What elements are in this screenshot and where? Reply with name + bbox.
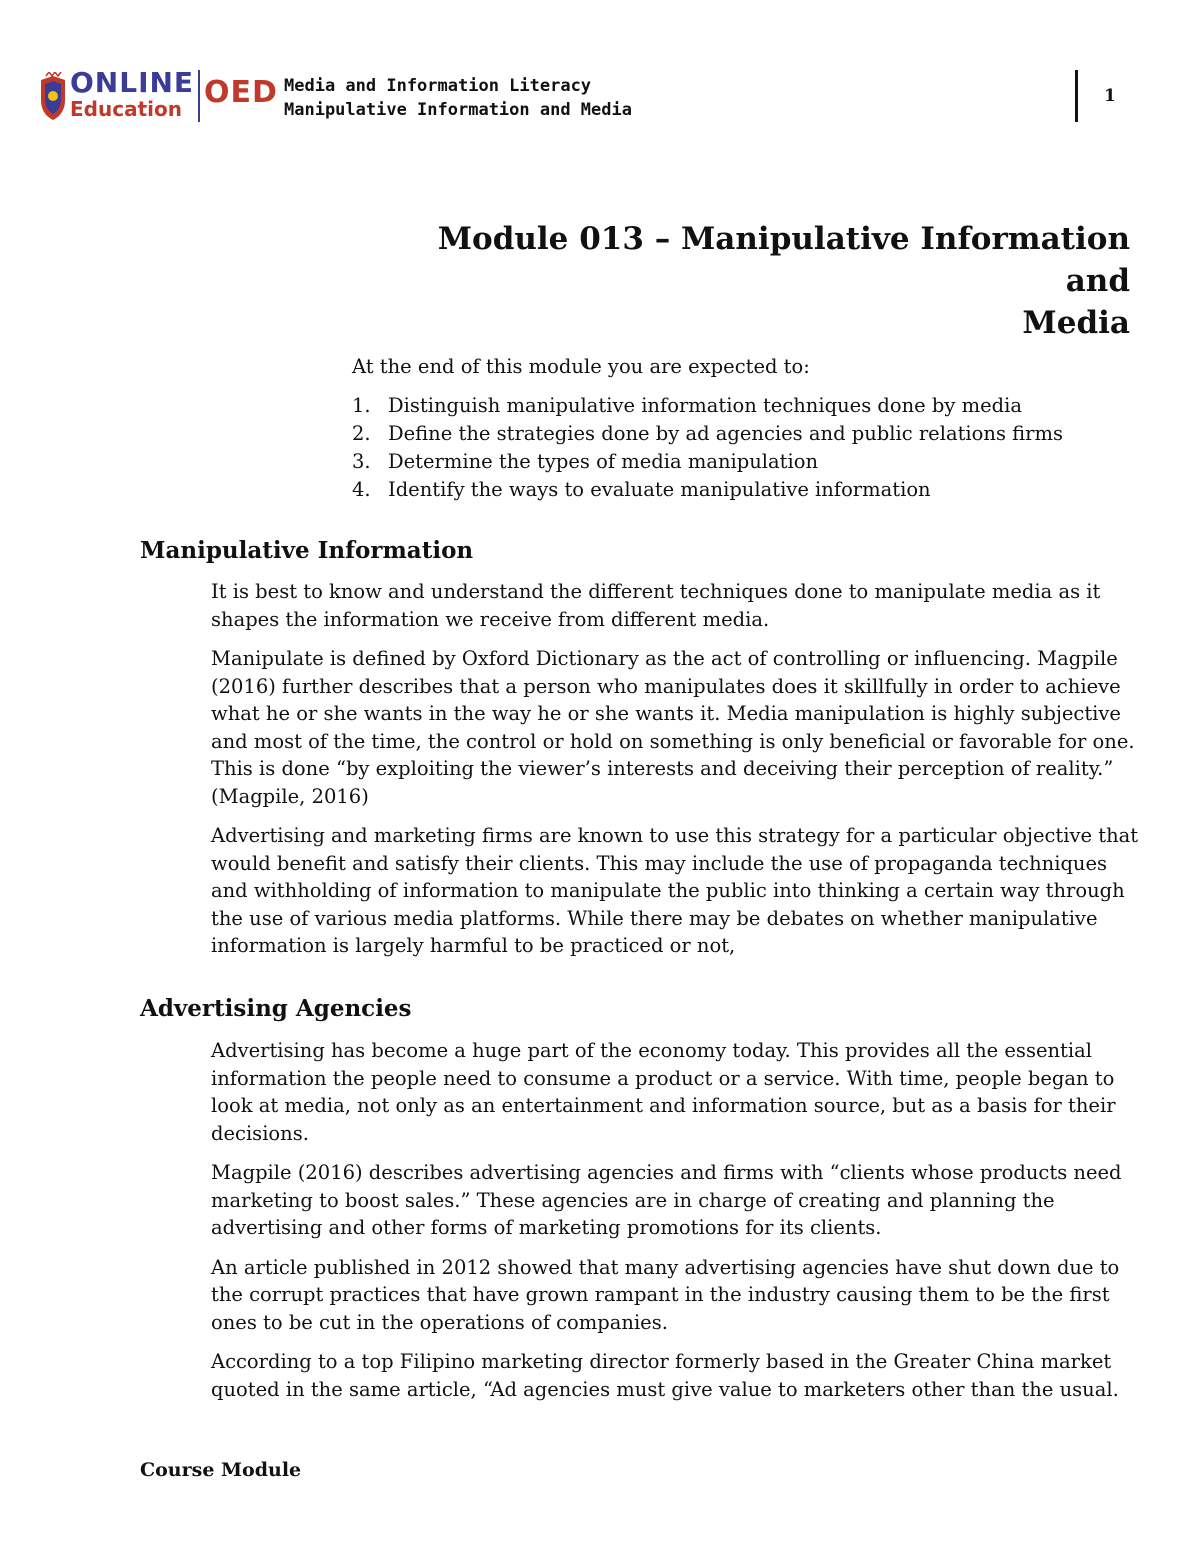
- footer-course-module: Course Module: [140, 1459, 302, 1481]
- header-titles: [284, 74, 632, 122]
- header-divider: [1075, 70, 1078, 122]
- paragraph: According to a top Filipino marketing director formerly based in the Greater China market quoted in the same article, “Ad agencies must give value to marketers other than the usual.: [211, 1350, 1119, 1401]
- module-subtitle: Manipulative Information and Media: [284, 100, 632, 120]
- shield-icon: [38, 72, 68, 122]
- objective-item: 4. Identify the ways to evaluate manipulative information: [352, 478, 931, 501]
- paragraph: Manipulate is defined by Oxford Dictionary as the act of controlling or influencing. Magpile (2016) further describes that a person who manipulates does it skillfully in order to achieve what he or she wants in the way he or she wants it. Media manipulation is highly subjective and most of the time, the control or hold on something is only beneficial or favorable for one. This is done “by exploiting the viewer’s interests and deceiving their perception of reality.” (Magpile, 2016): [211, 647, 1135, 808]
- paragraph: Advertising and marketing firms are known to use this strategy for a particular objective that would benefit and satisfy their clients. This may include the use of propaganda techniques and withholding of information to manipulate the public into thinking a certain way through the use of various media platforms. While there may be debates on whether manipulative information is largely harmful to be practiced or not,: [211, 824, 1139, 957]
- objective-item: 3. Determine the types of media manipulation: [352, 450, 819, 473]
- online-education-logo: [36, 66, 278, 128]
- section-body-advertising-agencies: [211, 1037, 1143, 1415]
- logo-oed-text: OED: [204, 75, 278, 110]
- module-title: [370, 218, 1130, 344]
- page-number: 1: [1104, 86, 1116, 106]
- section-heading-manipulative-information: Manipulative Information: [140, 537, 474, 564]
- page-header: [36, 66, 1136, 130]
- logo-online-text: ONLINE: [70, 66, 195, 99]
- paragraph: Magpile (2016) describes advertising agencies and firms with “clients whose products need marketing to boost sales.” These agencies are in charge of creating and planning the advertising and other forms of marketing promotions for its clients.: [211, 1161, 1122, 1239]
- module-title-line-1: Module 013 – Manipulative Information and: [437, 221, 1130, 299]
- course-title: Media and Information Literacy: [284, 76, 592, 96]
- paragraph: It is best to know and understand the different techniques done to manipulate media as it shapes the information we receive from different media.: [211, 580, 1101, 631]
- section-heading-advertising-agencies: Advertising Agencies: [140, 995, 412, 1022]
- paragraph: An article published in 2012 showed that many advertising agencies have shut down due to the corrupt practices that have grown rampant in the industry causing them to be the first ones to be cut in the operations of companies.: [211, 1255, 1120, 1334]
- learning-objectives: [352, 352, 1142, 504]
- objectives-list: [352, 392, 1142, 504]
- logo-education-text: Education: [70, 97, 182, 121]
- paragraph: Advertising has become a huge part of the economy today. This provides all the essential information the people need to consume a product or a service. With time, people began to look at media, not only as an entertainment and information source, but as a basis for their decisions.: [211, 1039, 1116, 1145]
- objective-item: 1. Distinguish manipulative information techniques done by media: [352, 394, 1022, 417]
- objectives-intro: At the end of this module you are expected to:: [352, 355, 810, 378]
- objective-item: 2. Define the strategies done by ad agencies and public relations firms: [352, 422, 1063, 445]
- module-title-line-2: Media: [1022, 305, 1130, 341]
- section-body-manipulative-information: [211, 578, 1143, 972]
- logo-divider: [198, 70, 200, 122]
